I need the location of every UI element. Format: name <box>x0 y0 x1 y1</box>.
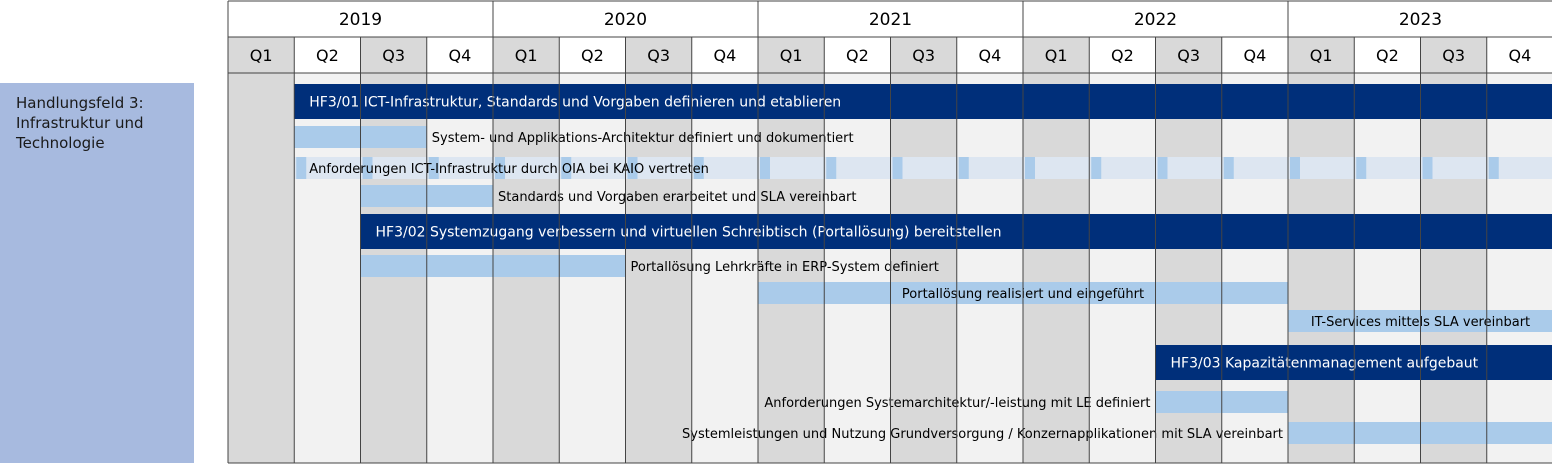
task-label: Systemleistungen und Nutzung Grundversorgung / Konzernapplikationen mit SLA vereinbart <box>682 427 1283 442</box>
quarter-label: Q4 <box>978 46 1002 65</box>
quarter-label: Q3 <box>912 46 936 65</box>
recurring-task-tick <box>1356 157 1366 179</box>
quarter-label: Q2 <box>1375 46 1399 65</box>
year-label: 2021 <box>868 10 913 30</box>
task-label: Standards und Vorgaben erarbeitet und SLA vereinbart <box>498 190 857 205</box>
task-label: Anforderungen ICT-Infrastruktur durch OIA bei KAIO vertreten <box>309 162 709 177</box>
quarter-label: Q1 <box>514 46 538 65</box>
quarter-label: Q2 <box>315 46 339 65</box>
quarter-label: Q1 <box>249 46 273 65</box>
quarter-label: Q3 <box>1177 46 1201 65</box>
quarter-label: Q4 <box>713 46 737 65</box>
quarter-label: Q1 <box>1044 46 1068 65</box>
quarter-label: Q3 <box>647 46 671 65</box>
quarter-column-background <box>228 73 294 463</box>
quarter-label: Q1 <box>779 46 803 65</box>
recurring-task-tick <box>1091 157 1101 179</box>
quarter-label: Q2 <box>580 46 604 65</box>
quarter-label: Q2 <box>845 46 869 65</box>
quarter-label: Q4 <box>1243 46 1267 65</box>
phase-header-label: HF3/03 Kapazitätenmanagement aufgebaut <box>1170 355 1479 372</box>
task-label: System- und Applikations-Architektur definiert und dokumentiert <box>431 131 854 146</box>
task-label: IT-Services mittels SLA vereinbart <box>1310 315 1531 330</box>
quarter-label: Q4 <box>1508 46 1532 65</box>
recurring-task-tick <box>760 157 770 179</box>
quarter-label: Q4 <box>448 46 472 65</box>
year-label: 2023 <box>1398 10 1443 30</box>
recurring-task-tick <box>296 157 306 179</box>
task-label: Portallösung realisiert und eingeführt <box>901 287 1145 302</box>
recurring-task-tick <box>1158 157 1168 179</box>
year-label: 2022 <box>1133 10 1178 30</box>
quarter-label: Q1 <box>1309 46 1333 65</box>
recurring-task-tick <box>1423 157 1433 179</box>
quarter-column-background <box>1421 73 1487 463</box>
recurring-task-tick <box>1224 157 1234 179</box>
recurring-task-tick <box>826 157 836 179</box>
year-label: 2020 <box>603 10 648 30</box>
recurring-task-tick <box>1025 157 1035 179</box>
phase-header-label: HF3/02 Systemzugang verbessern und virtuellen Schreibtisch (Portallösung) bereitstellen <box>375 224 1002 241</box>
phase-header-label: HF3/01 ICT-Infrastruktur, Standards und Vorgaben definieren und etablieren <box>309 94 842 111</box>
recurring-task-tick <box>959 157 969 179</box>
task-label: Portallösung Lehrkräfte in ERP-System definiert <box>630 260 939 275</box>
recurring-task-tick <box>1489 157 1499 179</box>
sidebar-label: Handlungsfeld 3: Infrastruktur und Technologie <box>16 94 144 152</box>
quarter-column-background <box>1487 73 1552 463</box>
quarter-label: Q3 <box>382 46 406 65</box>
year-label: 2019 <box>338 10 383 30</box>
quarter-label: Q3 <box>1442 46 1466 65</box>
recurring-task-tick <box>1290 157 1300 179</box>
task-label: Anforderungen Systemarchitektur/-leistung mit LE definiert <box>764 396 1151 411</box>
recurring-task-tick <box>893 157 903 179</box>
quarter-column-background <box>1288 73 1354 463</box>
quarter-label: Q2 <box>1110 46 1134 65</box>
quarter-column-background <box>1354 73 1420 463</box>
